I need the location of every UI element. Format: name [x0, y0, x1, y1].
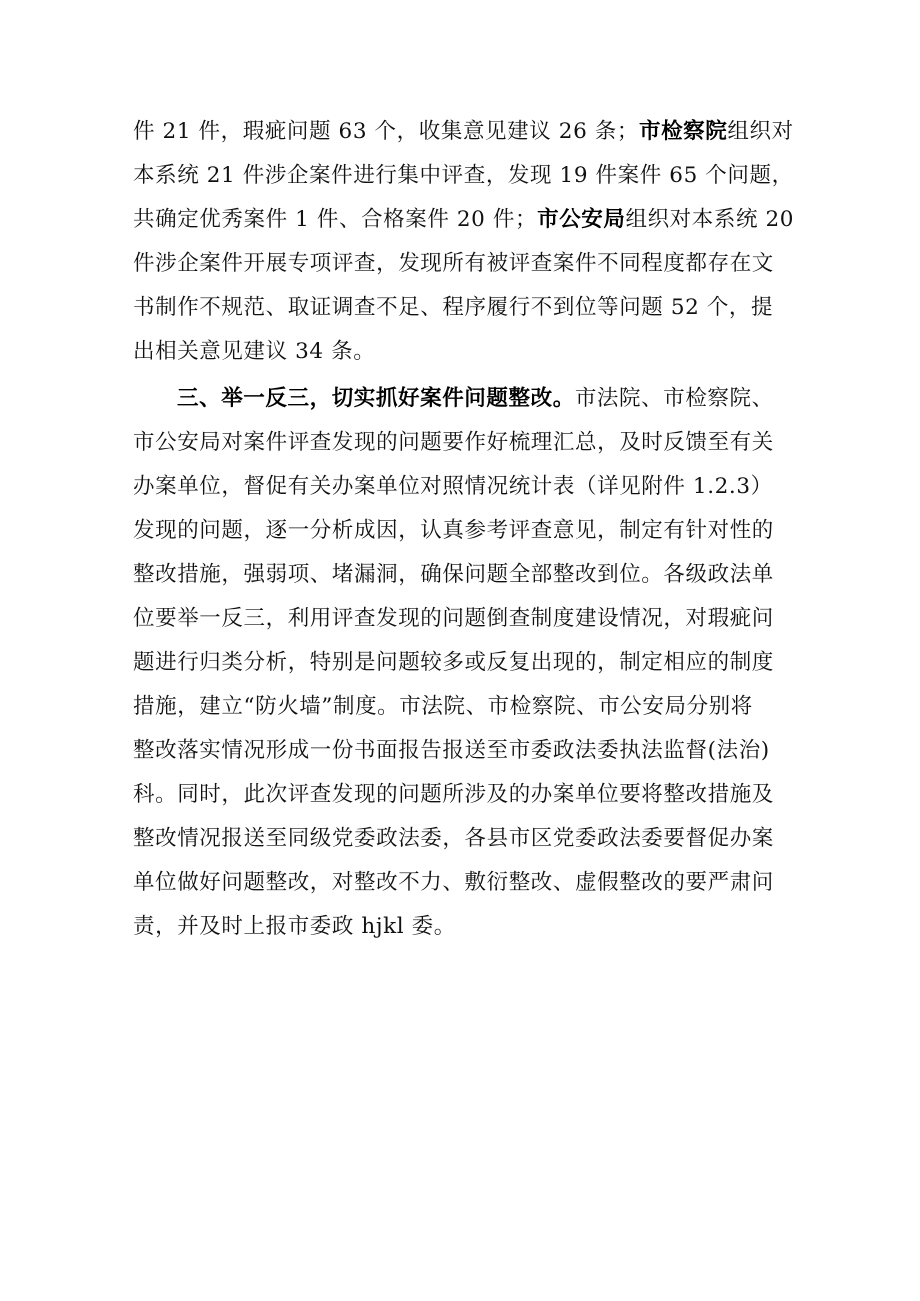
paragraph-1-line-1: [133, 110, 805, 154]
paragraph-2-line-8: [133, 685, 805, 729]
paragraph-2-line-1: [133, 377, 805, 421]
paragraph-1-line-6: [133, 330, 805, 374]
text-run: 科。同时，此次评查发现的问题所涉及的办案单位要将整改措施及: [133, 782, 774, 807]
text-run: 市公安局对案件评查发现的问题要作好梳理汇总，及时反馈至有关: [133, 430, 774, 455]
text-run: 整改措施，强弱项、堵漏洞，确保问题全部整改到位。各级政法单: [133, 562, 774, 587]
text-run: 责，并及时上报市委政 hjkl 委。: [133, 914, 456, 939]
bold-term-procuratorate: 市检察院: [638, 119, 728, 144]
text-run: 组织对: [727, 119, 794, 144]
paragraph-1-line-4: [133, 242, 805, 286]
paragraph-2-line-13: [133, 905, 805, 949]
text-run: 办案单位，督促有关办案单位对照情况统计表（详见附件 1.2.3）: [133, 474, 773, 499]
paragraph-1-line-5: [133, 286, 805, 330]
paragraph-2-line-5: [133, 553, 805, 597]
text-run: 位要举一反三，利用评查发现的问题倒查制度建设情况，对瑕疵问: [133, 606, 774, 631]
text-run: 市法院、市检察院、: [574, 386, 774, 411]
text-run: 整改落实情况形成一份书面报告报送至市委政法委执法监督(法治): [133, 738, 770, 763]
paragraph-2-line-6: [133, 597, 805, 641]
text-run: 本系统 21 件涉企案件进行集中评查，发现 19 件案件 65 个问题，: [133, 163, 794, 188]
text-run: 措施，建立“防火墙”制度。市法院、市检察院、市公安局分别将: [133, 694, 753, 719]
text-run: 整改情况报送至同级党委政法委，各县市区党委政法委要督促办案: [133, 826, 774, 851]
paragraph-1-line-3: [133, 198, 805, 242]
paragraph-2-line-4: [133, 509, 805, 553]
paragraph-2-line-10: [133, 773, 805, 817]
text-run: 共确定优秀案件 1 件、合格案件 20 件；: [133, 207, 538, 232]
text-run: 书制作不规范、取证调查不足、程序履行不到位等问题 52 个，提: [133, 295, 774, 320]
text-run: 件涉企案件开展专项评查，发现所有被评查案件不同程度都存在文: [133, 251, 774, 276]
paragraph-2-line-9: [133, 729, 805, 773]
document-body: [133, 110, 805, 949]
paragraph-1-line-2: [133, 154, 805, 198]
text-run: 题进行归类分析，特别是问题较多或反复出现的，制定相应的制度: [133, 650, 774, 675]
paragraph-2-line-11: [133, 817, 805, 861]
paragraph-2-line-2: [133, 421, 805, 465]
text-run: 组织对本系统 20: [625, 207, 795, 232]
text-run: 发现的问题，逐一分析成因，认真参考评查意见，制定有针对性的: [133, 518, 774, 543]
paragraph-2-line-12: [133, 861, 805, 905]
bold-term-public-security: 市公安局: [537, 207, 626, 232]
paragraph-2-line-3: [133, 465, 805, 509]
section-heading: 三、举一反三，切实抓好案件问题整改。: [177, 386, 575, 411]
paragraph-2-line-7: [133, 641, 805, 685]
text-run: 出相关意见建议 34 条。: [133, 339, 376, 364]
text-run: 件 21 件，瑕疵问题 63 个，收集意见建议 26 条；: [133, 119, 639, 144]
text-run: 单位做好问题整改，对整改不力、敷衍整改、虚假整改的要严肃问: [133, 870, 774, 895]
